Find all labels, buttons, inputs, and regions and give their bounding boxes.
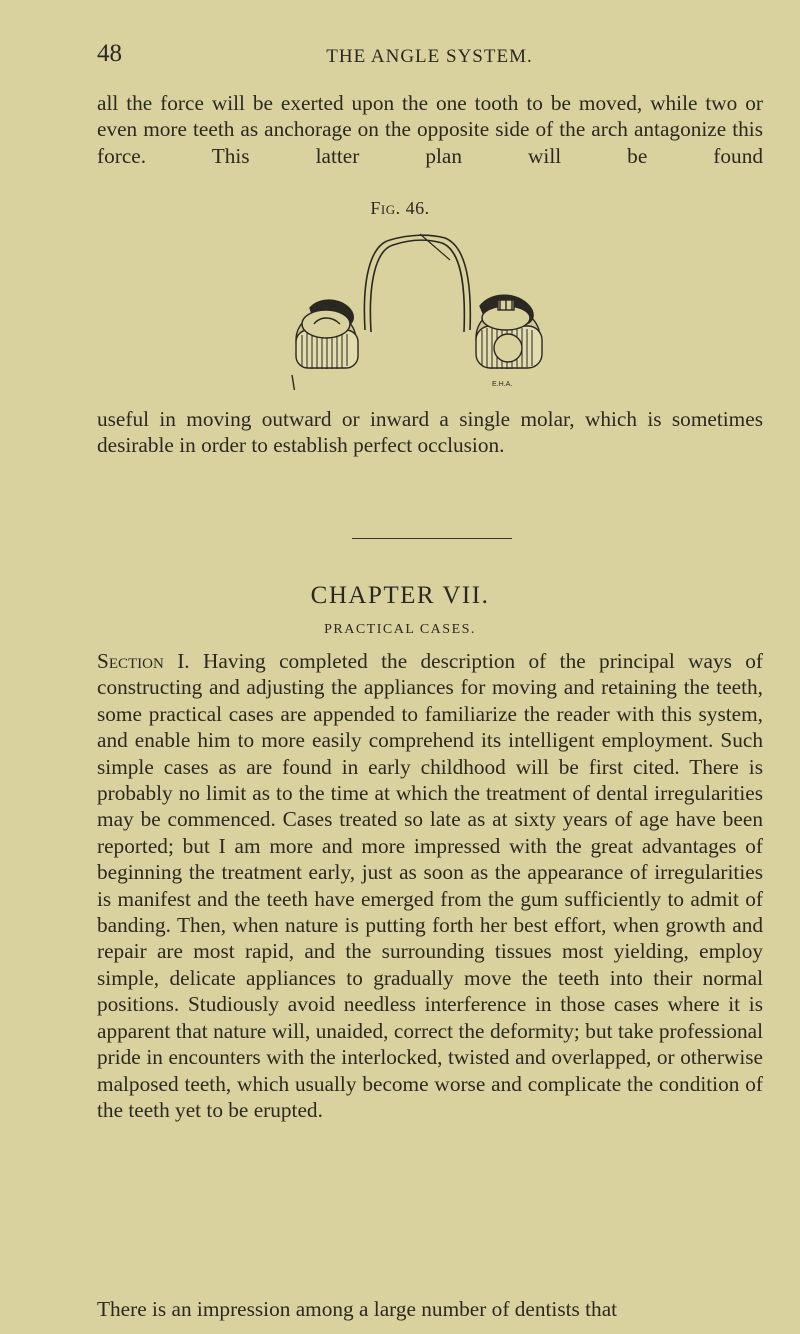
section-paragraph	[97, 648, 763, 1123]
chapter-title: CHAPTER VII.	[310, 582, 490, 609]
chapter-subtitle: PRACTICAL CASES.	[324, 622, 476, 637]
section-label: Section I.	[97, 649, 190, 673]
paragraph-top: all the force will be exerted upon the one tooth to be moved, while two or even more teeth as anchorage on the opposite side of the arch antagonize this force. This latter plan will be found	[97, 91, 763, 168]
paragraph-last: There is an impression among a large number of dentists that	[97, 1297, 618, 1321]
figure-46-illustration	[270, 220, 560, 390]
page-number: 48	[97, 40, 122, 67]
page-header	[97, 40, 762, 80]
section-divider	[352, 538, 512, 539]
section-text: Having completed the description of the principal ways of constructing and adjusting the appliances for moving and retaining the teeth, some practical cases are appended to familiarize the reader with this system, and enable him to more easily comprehend its intelligent employment. Such simple cases as are found in early childhood will be first cited. There is probably no limit as to the time at which the treatment of dental irregularities may be commenced. Cases treated so late as at sixty years of age have been reported; but I am more and more impressed with the great advantages of beginning the treatment early, just as soon as the appearance of irregularities is manifest and the teeth have emerged from the gum sufficiently to admit of banding. Then, when nature is putting forth her best effort, when growth and repair are most rapid, and the surrounding tissues most yielding, employ simple, delicate appliances to gradually move the teeth into their normal positions. Studiously avoid needless interference in those cases where it is apparent that nature will, unaided, correct the deformity; but take professional pride in encounters with the interlocked, twisted and overlapped, or otherwise malposed teeth, which usually become worse and complicate the condition of the teeth yet to be erupted.	[97, 649, 763, 1122]
figure-caption: Fig. 46.	[370, 198, 430, 218]
running-title: THE ANGLE SYSTEM.	[326, 46, 533, 67]
illustrator-mark: E.H.A.	[492, 381, 513, 388]
paragraph-after-figure: useful in moving outward or inward a single molar, which is sometimes desirable in order to establish perfect occlusion.	[97, 407, 763, 458]
arch-appliance-drawing	[270, 220, 560, 390]
